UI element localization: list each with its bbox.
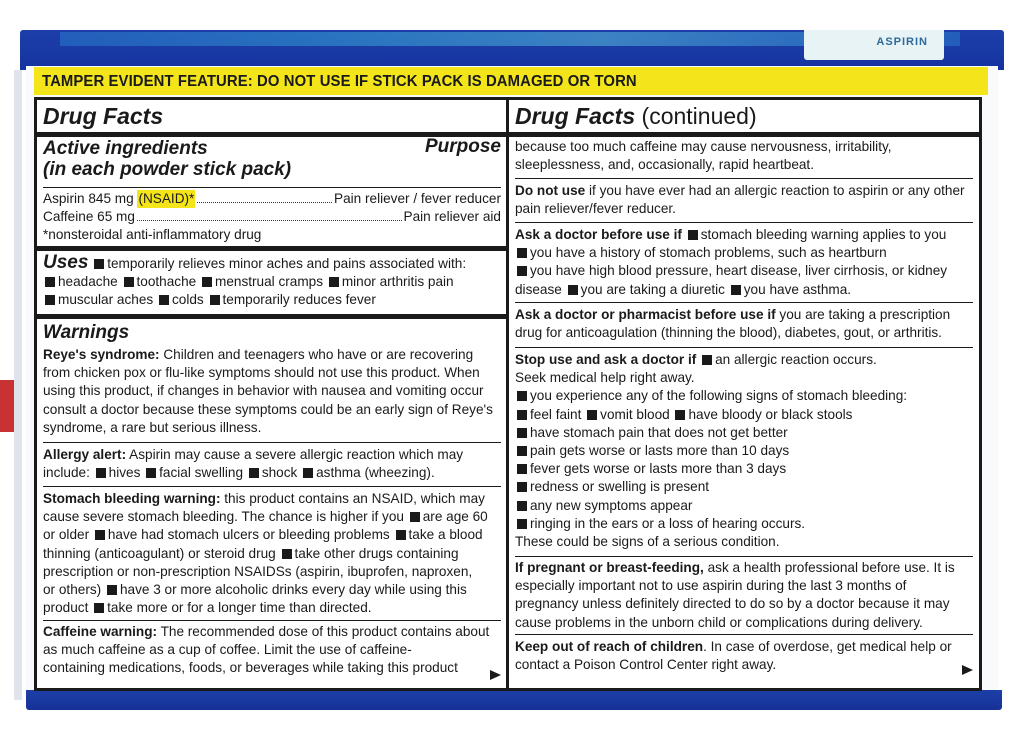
purpose-heading: Purpose — [424, 136, 501, 157]
drug-facts-panel-left — [34, 97, 510, 691]
warnings-heading: Warnings — [43, 322, 130, 343]
stomach-bleeding-warning: Stomach bleeding warning: this product contains an NSAID, which may cause severe stomach bleeding. The chance is higher if you are age 60 or older have had stomach ulcers or bleeding problems take a blood thinning (anticoagulant) or steroid drug take other drugs containing prescription or non-prescription NSAIDSs (aspirin, ibuprofen, naproxen, or others) have 3 or more alcoholic drinks every day while using this product take more or for a longer time than directed. — [43, 491, 488, 616]
uses-section: Uses temporarily relieves minor aches and pains associated with: headache toothache menstrual cramps minor arthritis pain muscular aches colds temporarily reduces fever — [43, 252, 467, 308]
drug-facts-continued-title: Drug Facts (continued) — [515, 103, 757, 129]
box-bottom-edge — [26, 690, 1002, 710]
keep-out-of-reach-section: Keep out of reach of children. In case of overdose, get medical help or contact a Poison Control Center right away. — [515, 639, 952, 673]
active-ingredients-heading: Active ingredients (in each powder stick pack) Purpose — [43, 136, 501, 180]
box-top-tab — [804, 30, 944, 60]
box-top-flap — [20, 30, 1004, 70]
box-tab-text: ASPIRIN — [876, 36, 928, 48]
ingredient-list — [43, 190, 501, 245]
allergy-alert: Allergy alert: Aspirin may cause a severe allergic reaction which may include: hives facial swelling shock asthma (wheezing). — [43, 447, 464, 481]
caffeine-warning: Caffeine warning: The recommended dose of this product contains about as much caffeine as a cup of coffee. Limit the use of caffeine- containing medications, foods, or beverages while taking this product — [43, 624, 490, 676]
ingredient-row: Aspirin 845 mg (NSAID)* Pain reliever / fever reducer — [43, 190, 501, 208]
stop-use-section: Stop use and ask a doctor if an allergic reaction occurs. Seek medical help right away. you experience any of the following signs of stomach bleeding: feel faint vomit blood have bloody or black stools have stomach pain that does not get better pain gets worse or lasts more than 10 days fever gets worse or lasts more than 3 days redness or swelling is present any new symptoms appear ringing in the ears or a loss of hearing occurs. These could be signs of a serious condition. — [515, 352, 908, 550]
continued-caffeine-text: because too much caffeine may cause nervousness, irritability, sleeplessness, and, occasionally, rapid heartbeat. — [515, 139, 892, 173]
box-side-edge — [14, 70, 22, 700]
continue-arrow-icon — [962, 661, 973, 679]
ingredient-footnote: *nonsteroidal anti-inflammatory drug — [43, 227, 262, 243]
ingredient-row: Caffeine 65 mg Pain reliever aid — [43, 209, 501, 225]
pregnancy-section: If pregnant or breast-feeding, ask a health professional before use. It is especially important not to use aspirin during the last 3 months of pregnancy unless definitely directed to do so by a doctor because it may cause problems in the unborn child or complications during delivery. — [515, 560, 955, 630]
do-not-use-section: Do not use if you have ever had an allergic reaction to aspirin or any other pain reliever/fever reducer. — [515, 183, 965, 217]
drug-facts-panel-right — [506, 97, 982, 691]
box-side-strip — [0, 380, 14, 432]
warnings-section: Warnings Reye's syndrome: Children and teenagers who have or are recovering from chicken pox or flu-like symptoms should not use this product. When using this product, if changes in behavior with nausea and vomiting occur consult a doctor because these symptoms could be an early sign of Reye's syndrome, a rare but serious illness. — [43, 322, 501, 437]
tamper-banner: TAMPER EVIDENT FEATURE: DO NOT USE IF STICK PACK IS DAMAGED OR TORN — [34, 67, 988, 95]
ask-doctor-section: Ask a doctor before use if stomach bleeding warning applies to you you have a history of stomach problems, such as heartburn you have high blood pressure, heart disease, liver cirrhosis, or kidney disease you are taking a diuretic you have asthma. — [515, 227, 948, 297]
drug-facts-title: Drug Facts — [43, 103, 164, 129]
continue-arrow-icon — [490, 666, 501, 684]
ask-pharmacist-section: Ask a doctor or pharmacist before use if you are taking a prescription drug for anticoagulation (thinning the blood), diabetes, gout, or arthritis. — [515, 307, 951, 341]
